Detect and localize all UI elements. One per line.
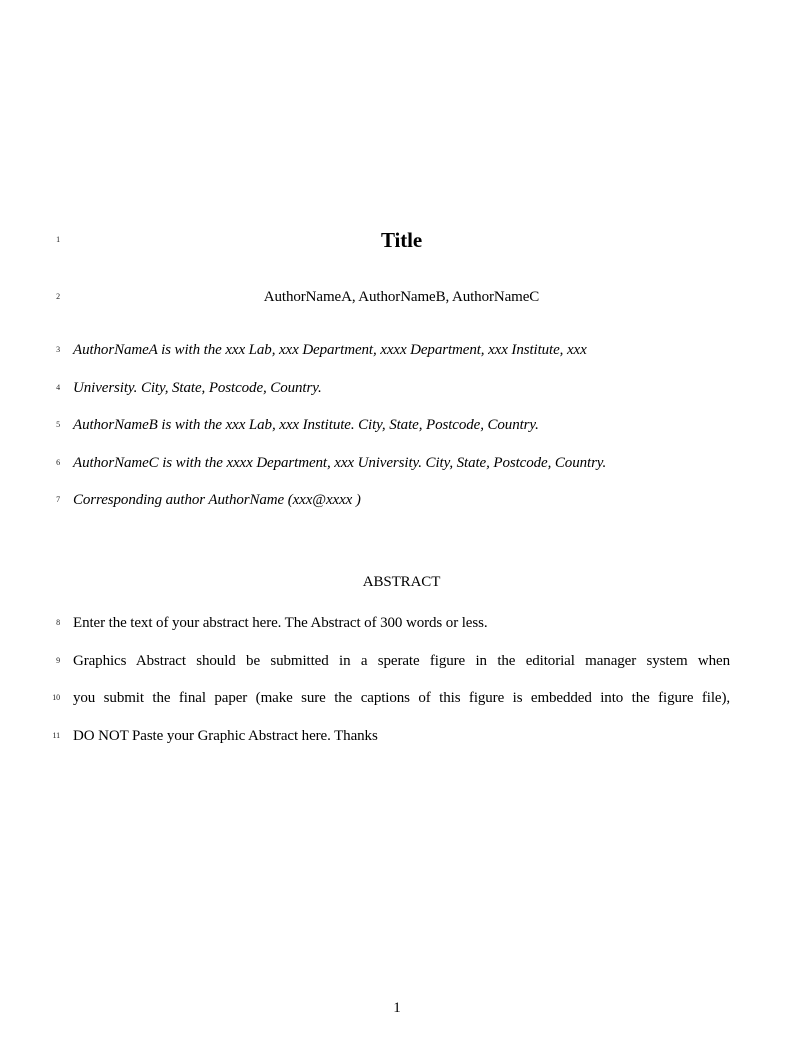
line-text: AuthorNameB is with the xxx Lab, xxx Institute. City, State, Postcode, Country. [73, 417, 539, 433]
line-number: 5 [56, 420, 60, 429]
line-number: 9 [56, 656, 60, 665]
line-number: 2 [56, 292, 60, 301]
document-line [0, 378, 794, 398]
document-line [0, 726, 794, 746]
line-number: 1 [56, 235, 60, 244]
page-number: 1 [393, 1000, 401, 1016]
document-line [0, 490, 794, 510]
document-line [0, 287, 794, 307]
line-number: 4 [56, 383, 60, 392]
line-text: DO NOT Paste your Graphic Abstract here. Thanks [73, 728, 378, 744]
document-line [0, 415, 794, 435]
document-line [0, 572, 794, 592]
line-number: 8 [56, 618, 60, 627]
line-number: 7 [56, 495, 60, 504]
line-text: AuthorNameA, AuthorNameB, AuthorNameC [263, 289, 540, 305]
line-text: AuthorNameC is with the xxxx Department, xxx University. City, State, Postcode, Country. [73, 455, 607, 471]
line-text: you submit the final paper (make sure the captions of this figure is embedded into the figure file), [73, 690, 730, 706]
line-text: AuthorNameA is with the xxx Lab, xxx Department, xxxx Department, xxx Institute, xxx [73, 342, 587, 358]
line-number: 6 [56, 458, 60, 467]
document-line [0, 613, 794, 633]
document-line [0, 453, 794, 473]
line-text: Enter the text of your abstract here. The Abstract of 300 words or less. [73, 615, 488, 631]
line-number: 10 [52, 693, 60, 702]
line-number: 11 [52, 731, 60, 740]
line-text: Corresponding author AuthorName (xxx@xxxx ) [73, 492, 361, 508]
document-line [0, 227, 794, 253]
line-text: Title [380, 228, 423, 252]
line-text: Graphics Abstract should be submitted in a sperate figure in the editorial manager system when [73, 653, 730, 669]
line-number: 3 [56, 345, 60, 354]
line-text: University. City, State, Postcode, Country. [73, 380, 322, 396]
document-line [0, 688, 794, 708]
document-line [0, 651, 794, 671]
line-text: ABSTRACT [362, 574, 441, 590]
document-line [0, 340, 794, 360]
